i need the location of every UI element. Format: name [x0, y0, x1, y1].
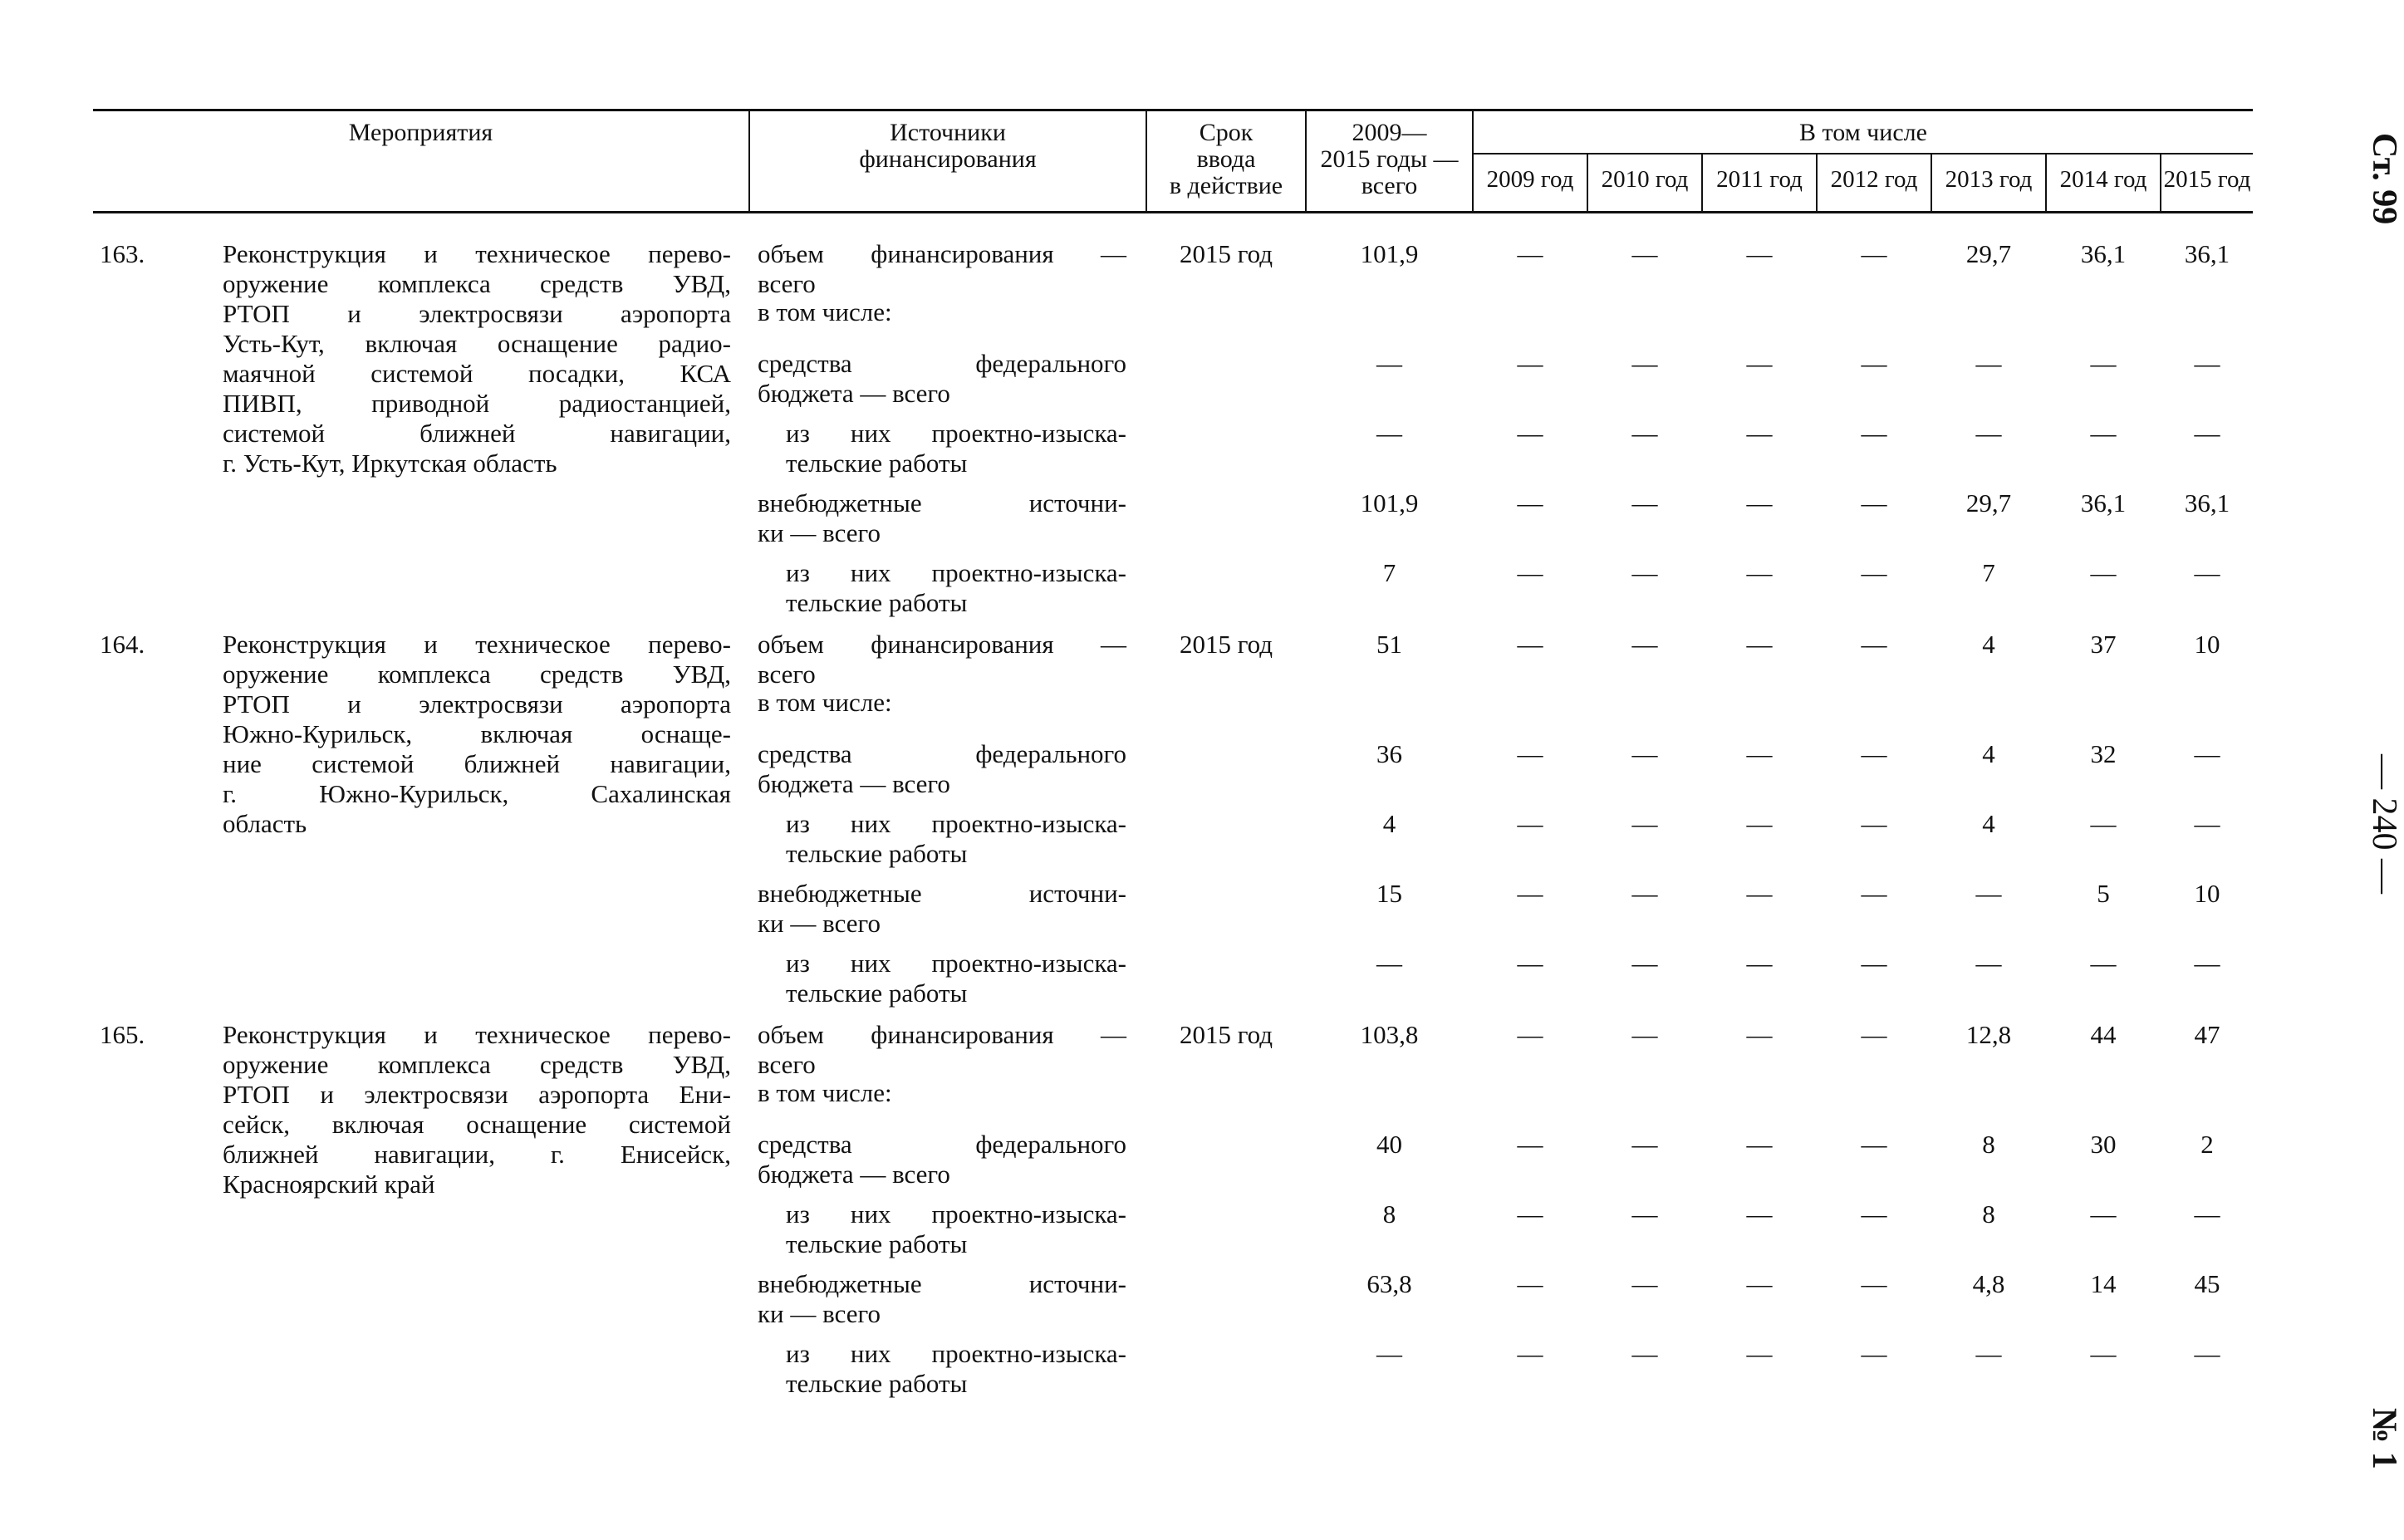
year-value-2011: —	[1746, 949, 1773, 978]
year-value-2012: —	[1861, 239, 1887, 268]
header-year-2013: 2013 год	[1945, 166, 2033, 193]
source-line: тельские работы	[786, 1369, 968, 1398]
source-line: внебюджетные источни-	[758, 488, 1126, 517]
year-value-2013: —	[1975, 419, 2002, 448]
total-value: 15	[1376, 879, 1402, 908]
year-value-2014: 36,1	[2080, 488, 2127, 517]
year-value-2009: —	[1517, 630, 1543, 659]
year-value-2009: —	[1517, 1130, 1543, 1159]
entry-description-line: РТОП и электросвязи аэропорта	[223, 689, 731, 719]
header-term-line: ввода	[1196, 145, 1256, 173]
year-value-2014: 37	[2090, 630, 2117, 659]
table-top-rule	[93, 109, 2253, 111]
entry-description-line: оружение комплекса средств УВД,	[223, 660, 731, 689]
entry-description-line: область	[223, 809, 307, 838]
header-sources-line: Источники	[890, 119, 1006, 146]
entry-description-line: РТОП и электросвязи аэропорта Ени-	[223, 1080, 731, 1109]
source-line: внебюджетные источни-	[758, 1269, 1126, 1298]
year-value-2011: —	[1746, 349, 1773, 378]
header-total-line: 2009—	[1352, 119, 1427, 146]
header-year-2011: 2011 год	[1716, 166, 1803, 193]
total-value: —	[1376, 949, 1402, 978]
year-value-2014: 14	[2090, 1269, 2117, 1298]
header-sources-line: финансирования	[859, 145, 1037, 173]
year-value-2015: —	[2194, 949, 2220, 978]
years-divider-rule	[1472, 153, 2253, 154]
source-line: объем финансирования —	[758, 239, 1126, 268]
header-term-line: в действие	[1169, 172, 1283, 199]
year-value-2010: —	[1631, 809, 1658, 838]
entry-description-line: Красноярский край	[223, 1170, 435, 1199]
source-line: внебюджетные источни-	[758, 879, 1126, 908]
header-year-2010: 2010 год	[1601, 166, 1689, 193]
header-term-line: Срок	[1199, 119, 1254, 146]
year-value-2011: —	[1746, 1269, 1773, 1298]
entry-description-line: маячной системой посадки, КСА	[223, 359, 731, 388]
year-value-2011: —	[1746, 419, 1773, 448]
side-issue-number: № 1	[2365, 1408, 2403, 1469]
year-value-2015: —	[2194, 419, 2220, 448]
year-value-2013: 4,8	[1972, 1269, 2005, 1298]
year-value-2012: —	[1861, 1020, 1887, 1049]
entry-term: 2015 год	[1179, 239, 1273, 268]
entry-term: 2015 год	[1179, 630, 1273, 659]
source-line: тельские работы	[786, 588, 968, 617]
year-value-2011: —	[1746, 558, 1773, 587]
header-year-2015: 2015 год	[2163, 166, 2251, 193]
year-value-2009: —	[1517, 1269, 1543, 1298]
year-value-2009: —	[1517, 558, 1543, 587]
total-value: 101,9	[1360, 488, 1419, 517]
year-value-2009: —	[1517, 488, 1543, 517]
header-events	[93, 120, 748, 146]
total-value: —	[1376, 349, 1402, 378]
source-line: средства федерального	[758, 349, 1126, 378]
year-value-2009: —	[1517, 809, 1543, 838]
year-value-2010: —	[1631, 1199, 1658, 1229]
source-line: из них проектно-изыска-	[786, 1199, 1126, 1229]
year-value-2013: 29,7	[1965, 488, 2012, 517]
entry-description-line: оружение комплекса средств УВД,	[223, 269, 731, 298]
year-value-2013: 4	[1982, 630, 1995, 659]
year-value-2011: —	[1746, 1130, 1773, 1159]
entry-number: 163.	[100, 239, 145, 268]
total-value: 101,9	[1360, 239, 1419, 268]
entry-description-line: Южно-Курильск, включая оснаще-	[223, 719, 731, 748]
year-value-2011: —	[1746, 1199, 1773, 1229]
source-line: тельские работы	[786, 978, 968, 1008]
year-value-2015: —	[2194, 349, 2220, 378]
entry-description-line: ближней навигации, г. Енисейск,	[223, 1140, 731, 1169]
year-value-2015: —	[2194, 739, 2220, 768]
year-value-2010: —	[1631, 1130, 1658, 1159]
header-events-label: Мероприятия	[348, 119, 493, 146]
source-line: всего	[758, 660, 816, 689]
year-value-2014: 36,1	[2080, 239, 2127, 268]
year-value-2013: 7	[1982, 558, 1995, 587]
year-value-2010: —	[1631, 239, 1658, 268]
year-value-2012: —	[1861, 739, 1887, 768]
year-value-2015: 36,1	[2184, 488, 2230, 517]
year-value-2010: —	[1631, 1269, 1658, 1298]
source-line: ки — всего	[758, 518, 881, 547]
entry-description-line: ПИВП, приводной радиостанцией,	[223, 389, 731, 418]
year-value-2014: —	[2090, 558, 2117, 587]
year-value-2010: —	[1631, 1020, 1658, 1049]
side-page-number: — 240 —	[2365, 754, 2403, 894]
year-value-2009: —	[1517, 879, 1543, 908]
year-value-2015: 2	[2200, 1130, 2214, 1159]
source-line: бюджета — всего	[758, 379, 950, 408]
year-value-2015: —	[2194, 1339, 2220, 1368]
year-value-2012: —	[1861, 349, 1887, 378]
year-value-2010: —	[1631, 558, 1658, 587]
year-value-2015: 47	[2194, 1020, 2220, 1049]
year-value-2013: —	[1975, 1339, 2002, 1368]
source-line: тельские работы	[786, 1229, 968, 1258]
source-line: из них проектно-изыска-	[786, 558, 1126, 587]
year-value-2012: —	[1861, 1130, 1887, 1159]
header-sources	[750, 120, 1146, 173]
source-line: средства федерального	[758, 1130, 1126, 1159]
source-line: бюджета — всего	[758, 1160, 950, 1189]
entry-number: 164.	[100, 630, 145, 659]
entry-description-line: г. Усть-Кут, Иркутская область	[223, 449, 557, 478]
year-value-2014: —	[2090, 1199, 2117, 1229]
year-value-2009: —	[1517, 349, 1543, 378]
entry-description-line: РТОП и электросвязи аэропорта	[223, 299, 731, 328]
year-value-2014: 30	[2090, 1130, 2117, 1159]
source-line: бюджета — всего	[758, 769, 950, 798]
year-value-2015: 10	[2194, 630, 2220, 659]
year-value-2013: —	[1975, 949, 2002, 978]
source-line: из них проектно-изыска-	[786, 419, 1126, 448]
header-including	[1474, 120, 2253, 146]
entry-description-line: ние системой ближней навигации,	[223, 749, 731, 778]
total-value: 103,8	[1360, 1020, 1419, 1049]
header-year-2012: 2012 год	[1830, 166, 1918, 193]
source-line: из них проектно-изыска-	[786, 809, 1126, 838]
source-line: средства федерального	[758, 739, 1126, 768]
total-value: 7	[1382, 558, 1396, 587]
year-value-2011: —	[1746, 809, 1773, 838]
year-value-2009: —	[1517, 739, 1543, 768]
year-value-2015: 45	[2194, 1269, 2220, 1298]
year-value-2009: —	[1517, 949, 1543, 978]
year-value-2011: —	[1746, 239, 1773, 268]
year-value-2013: 29,7	[1965, 239, 2012, 268]
total-value: 40	[1376, 1130, 1402, 1159]
year-value-2012: —	[1861, 488, 1887, 517]
year-value-2010: —	[1631, 1339, 1658, 1368]
year-value-2010: —	[1631, 949, 1658, 978]
year-value-2009: —	[1517, 1339, 1543, 1368]
entry-description-line: сейск, включая оснащение системой	[223, 1110, 731, 1139]
year-value-2012: —	[1861, 949, 1887, 978]
year-value-2015: —	[2194, 558, 2220, 587]
year-value-2014: —	[2090, 1339, 2117, 1368]
year-value-2009: —	[1517, 419, 1543, 448]
entry-description-line: г. Южно-Курильск, Сахалинская	[223, 779, 731, 808]
source-line: всего	[758, 269, 816, 298]
header-total-line: всего	[1361, 172, 1418, 199]
total-value: 4	[1382, 809, 1396, 838]
header-total	[1307, 120, 1472, 199]
year-value-2012: —	[1861, 558, 1887, 587]
year-value-2013: 4	[1982, 809, 1995, 838]
year-value-2010: —	[1631, 349, 1658, 378]
year-value-2009: —	[1517, 239, 1543, 268]
year-value-2009: —	[1517, 1020, 1543, 1049]
year-value-2009: —	[1517, 1199, 1543, 1229]
year-value-2012: —	[1861, 1269, 1887, 1298]
year-value-2014: —	[2090, 419, 2117, 448]
year-value-2011: —	[1746, 879, 1773, 908]
source-line: тельские работы	[786, 449, 968, 478]
source-line: из них проектно-изыска-	[786, 949, 1126, 978]
source-line: в том числе:	[758, 297, 892, 326]
year-value-2014: 5	[2097, 879, 2110, 908]
total-value: 36	[1376, 739, 1402, 768]
year-value-2014: 44	[2090, 1020, 2117, 1049]
entry-description-line: Реконструкция и техническое перево-	[223, 630, 731, 659]
source-line: всего	[758, 1050, 816, 1079]
entry-description-line: Реконструкция и техническое перево-	[223, 239, 731, 268]
source-line: объем финансирования —	[758, 630, 1126, 659]
year-value-2014: 32	[2090, 739, 2117, 768]
year-value-2010: —	[1631, 879, 1658, 908]
total-value: —	[1376, 1339, 1402, 1368]
source-line: в том числе:	[758, 1078, 892, 1107]
entry-description-line: Усть-Кут, включая оснащение радио-	[223, 329, 731, 358]
year-value-2015: 10	[2194, 879, 2220, 908]
year-value-2010: —	[1631, 630, 1658, 659]
total-value: —	[1376, 419, 1402, 448]
year-value-2012: —	[1861, 879, 1887, 908]
header-total-line: 2015 годы —	[1320, 145, 1459, 173]
year-value-2010: —	[1631, 419, 1658, 448]
year-value-2011: —	[1746, 739, 1773, 768]
entry-term: 2015 год	[1179, 1020, 1273, 1049]
year-value-2015: —	[2194, 809, 2220, 838]
year-value-2014: —	[2090, 349, 2117, 378]
year-value-2012: —	[1861, 1199, 1887, 1229]
source-line: тельские работы	[786, 839, 968, 868]
header-term	[1147, 120, 1305, 199]
header-including-label: В том числе	[1799, 119, 1927, 146]
source-line: ки — всего	[758, 909, 881, 938]
year-value-2012: —	[1861, 630, 1887, 659]
year-value-2010: —	[1631, 488, 1658, 517]
year-value-2011: —	[1746, 1339, 1773, 1368]
year-value-2011: —	[1746, 1020, 1773, 1049]
year-value-2011: —	[1746, 630, 1773, 659]
year-value-2015: —	[2194, 1199, 2220, 1229]
year-value-2012: —	[1861, 809, 1887, 838]
year-value-2012: —	[1861, 1339, 1887, 1368]
total-value: 8	[1382, 1199, 1396, 1229]
source-line: объем финансирования —	[758, 1020, 1126, 1049]
side-page-ref: Ст. 99	[2365, 133, 2403, 225]
source-line: из них проектно-изыска-	[786, 1339, 1126, 1368]
year-value-2011: —	[1746, 488, 1773, 517]
year-value-2013: 4	[1982, 739, 1995, 768]
year-value-2013: 8	[1982, 1199, 1995, 1229]
total-value: 51	[1376, 630, 1402, 659]
year-value-2012: —	[1861, 419, 1887, 448]
header-year-2009: 2009 год	[1486, 166, 1574, 193]
year-value-2014: —	[2090, 949, 2117, 978]
year-value-2013: —	[1975, 879, 2002, 908]
source-line: ки — всего	[758, 1299, 881, 1328]
entry-description-line: системой ближней навигации,	[223, 419, 731, 448]
header-year-2014: 2014 год	[2059, 166, 2147, 193]
source-line: в том числе:	[758, 688, 892, 717]
year-value-2013: 8	[1982, 1130, 1995, 1159]
year-value-2015: 36,1	[2184, 239, 2230, 268]
year-value-2014: —	[2090, 809, 2117, 838]
entry-description-line: Реконструкция и техническое перево-	[223, 1020, 731, 1049]
year-value-2010: —	[1631, 739, 1658, 768]
total-value: 63,8	[1366, 1269, 1412, 1298]
entry-number: 165.	[100, 1020, 145, 1049]
header-bottom-rule	[93, 211, 2253, 213]
year-value-2013: 12,8	[1965, 1020, 2012, 1049]
entry-description-line: оружение комплекса средств УВД,	[223, 1050, 731, 1079]
year-value-2013: —	[1975, 349, 2002, 378]
